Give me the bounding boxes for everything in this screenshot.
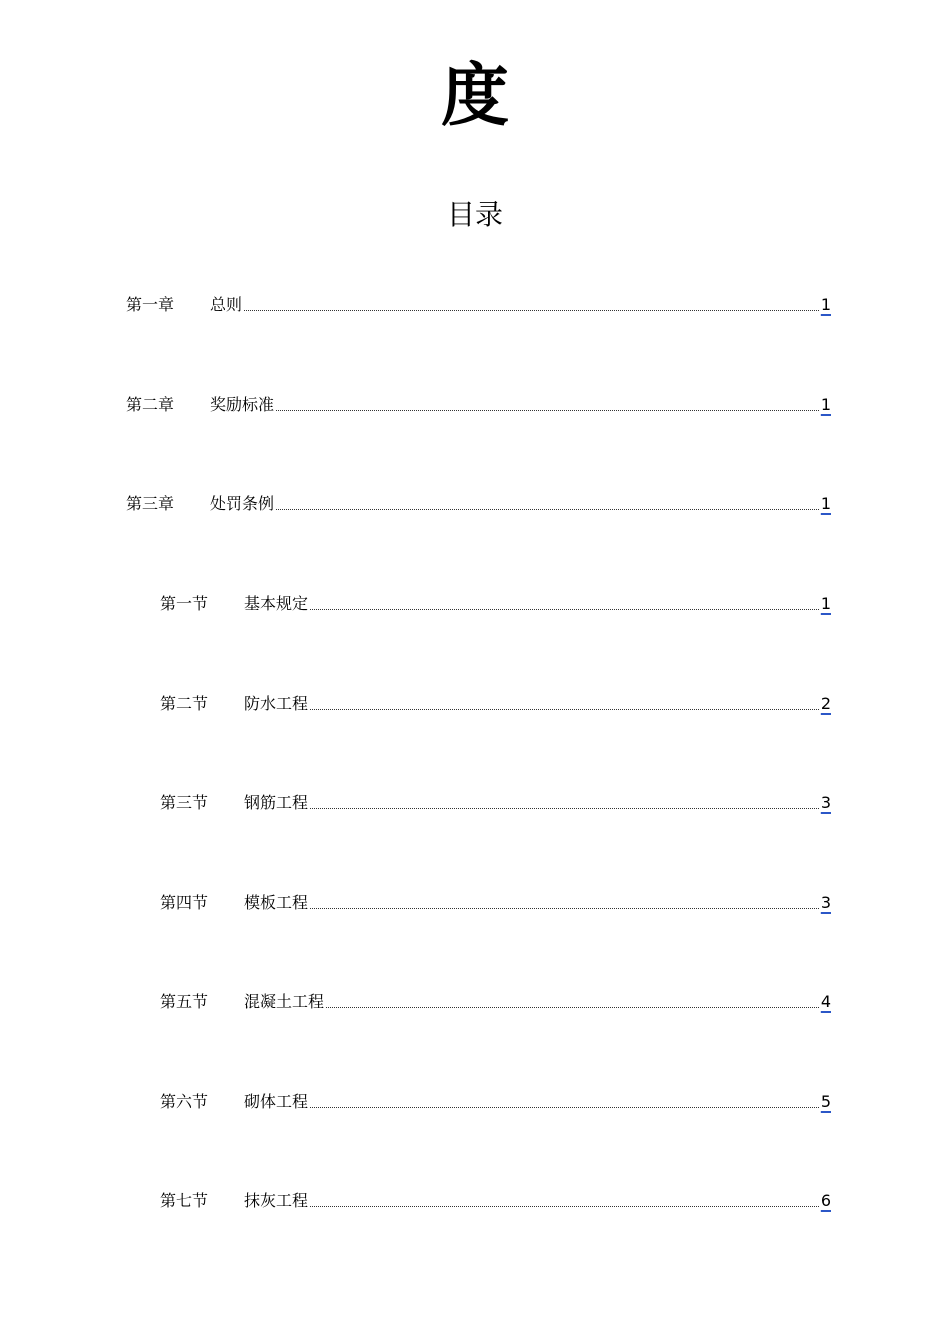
toc-entry-number: 第二节 bbox=[160, 694, 209, 713]
toc-entry-number: 第七节 bbox=[160, 1191, 209, 1210]
toc-page-link[interactable]: 6 bbox=[820, 1191, 831, 1210]
toc-entry[interactable] bbox=[160, 591, 831, 615]
toc-dot-leader bbox=[326, 1007, 819, 1008]
toc-entry[interactable] bbox=[160, 989, 831, 1013]
toc-entry-number: 第六节 bbox=[160, 1092, 209, 1111]
toc-entry-number: 第五节 bbox=[160, 992, 209, 1011]
toc-entry-number: 第三章 bbox=[126, 494, 175, 513]
toc-page-link[interactable]: 3 bbox=[820, 893, 831, 912]
toc-heading: 目录 bbox=[446, 198, 503, 231]
toc-entry-text[interactable]: 模板工程 bbox=[244, 893, 309, 912]
document-title: 度 bbox=[440, 57, 509, 136]
toc-dot-leader bbox=[310, 1107, 819, 1108]
toc-entry-number: 第一节 bbox=[160, 594, 209, 613]
toc-page-link[interactable]: 4 bbox=[820, 992, 831, 1011]
toc-page-link[interactable]: 5 bbox=[820, 1092, 831, 1111]
toc-entry[interactable] bbox=[160, 790, 831, 814]
toc-entry-number: 第二章 bbox=[126, 395, 175, 414]
toc-page-link[interactable]: 1 bbox=[820, 494, 831, 513]
toc-entry-text[interactable]: 砌体工程 bbox=[244, 1092, 309, 1111]
toc-entry-text[interactable]: 总则 bbox=[210, 295, 243, 314]
toc-entry-text[interactable]: 混凝土工程 bbox=[244, 992, 325, 1011]
toc-entry-text[interactable]: 基本规定 bbox=[244, 594, 309, 613]
toc-entry-number: 第四节 bbox=[160, 893, 209, 912]
toc-entry-text[interactable]: 奖励标准 bbox=[210, 395, 275, 414]
toc-dot-leader bbox=[310, 609, 819, 610]
toc-page-link[interactable]: 1 bbox=[820, 594, 831, 613]
toc-entry[interactable] bbox=[126, 292, 831, 316]
toc-dot-leader bbox=[244, 310, 819, 311]
toc-entry[interactable] bbox=[160, 890, 831, 914]
toc-entry[interactable] bbox=[126, 491, 831, 515]
toc-entry-number: 第三节 bbox=[160, 793, 209, 812]
toc-entry-text[interactable]: 处罚条例 bbox=[210, 494, 275, 513]
toc-page-link[interactable]: 3 bbox=[820, 793, 831, 812]
toc-entry[interactable] bbox=[160, 691, 831, 715]
toc-dot-leader bbox=[310, 908, 819, 909]
toc-page-link[interactable]: 2 bbox=[820, 694, 831, 713]
toc-entry-text[interactable]: 钢筋工程 bbox=[244, 793, 309, 812]
toc-entry[interactable] bbox=[160, 1188, 831, 1212]
toc-entry-text[interactable]: 抹灰工程 bbox=[244, 1191, 309, 1210]
toc-dot-leader bbox=[310, 1206, 819, 1207]
toc-dot-leader bbox=[310, 709, 819, 710]
toc-entry-text[interactable]: 防水工程 bbox=[244, 694, 309, 713]
toc-dot-leader bbox=[276, 410, 819, 411]
toc-page-link[interactable]: 1 bbox=[820, 295, 831, 314]
toc-dot-leader bbox=[310, 808, 819, 809]
toc-page-link[interactable]: 1 bbox=[820, 395, 831, 414]
toc-entry[interactable] bbox=[160, 1089, 831, 1113]
toc-entry-number: 第一章 bbox=[126, 295, 175, 314]
toc-entry[interactable] bbox=[126, 392, 831, 416]
toc-dot-leader bbox=[276, 509, 819, 510]
